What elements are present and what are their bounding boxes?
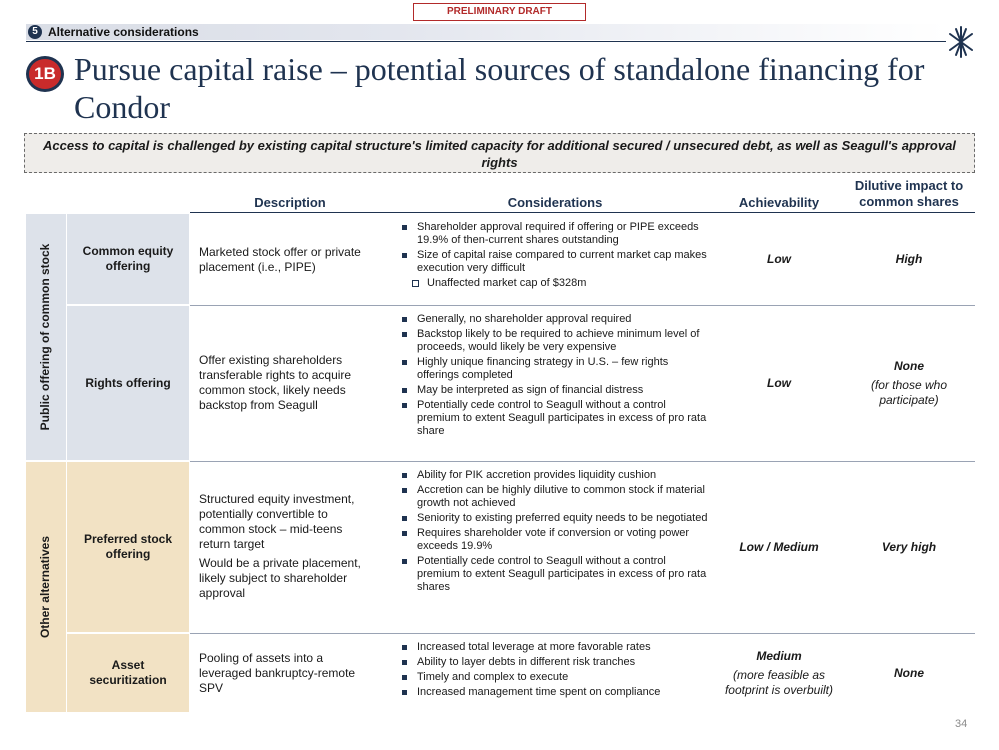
consideration-bullet: Ability to layer debts in different risk tranches (400, 656, 710, 669)
considerations-common-equity (400, 221, 710, 292)
description-text: Pooling of assets into a leveraged bankruptcy-remote SPV (199, 651, 356, 695)
draft-stamp: PRELIMINARY DRAFT (413, 3, 586, 21)
dilutive-value: None (894, 358, 924, 373)
consideration-subbullet: Unaffected market cap of $328m (400, 277, 710, 290)
achievability-value: Low / Medium (739, 539, 819, 554)
achievability-preferred (715, 462, 843, 632)
callout-box: Access to capital is challenged by existing capital structure's limited capacity for additional secured / unsecured debt, as well as Seagull's approval rights (24, 133, 975, 173)
description-text: Marketed stock offer or private placement (i.e., PIPE) (199, 245, 361, 274)
header-considerations: Considerations (507, 195, 603, 210)
consideration-bullet: Size of capital raise compared to current market cap makes execution very difficult (400, 249, 710, 275)
description-rights (199, 353, 377, 413)
consideration-bullet: Seniority to existing preferred equity needs to be negotiated (400, 512, 710, 525)
header-achievability: Achievability (738, 195, 820, 210)
achievability-rights (715, 306, 843, 460)
description-text: Would be a private placement, likely subject to shareholder approval (199, 556, 361, 600)
consideration-bullet: Potentially cede control to Seagull without a control premium to extent Seagull participates in excess of pro rata share (400, 399, 710, 438)
row-name-securitization: Asset securitization (67, 634, 189, 712)
section-rule (26, 41, 946, 42)
description-preferred (199, 492, 377, 601)
dilutive-rights (845, 306, 973, 460)
page-number: 34 (955, 718, 968, 730)
considerations-preferred (400, 469, 710, 596)
achievability-securitization (715, 634, 843, 712)
row-name-preferred: Preferred stock offering (67, 462, 189, 632)
dilutive-common-equity (845, 214, 973, 304)
achievability-common-equity (715, 214, 843, 304)
header-dilutive: Dilutive impact to common shares (854, 178, 964, 209)
consideration-bullet: Timely and complex to execute (400, 671, 710, 684)
consideration-bullet: May be interpreted as sign of financial distress (400, 384, 710, 397)
consideration-bullet: Requires shareholder vote if conversion or voting power exceeds 19.9% (400, 527, 710, 553)
dilutive-note: (for those who participate) (870, 377, 948, 407)
dilutive-value: None (894, 665, 924, 680)
header-rule (190, 212, 975, 213)
section-label: Alternative considerations (48, 25, 199, 39)
achievability-value: Medium (756, 648, 802, 663)
considerations-rights (400, 313, 710, 440)
consideration-bullet: Increased total leverage at more favorable rates (400, 641, 710, 654)
dilutive-value: High (895, 251, 923, 266)
consideration-bullet: Ability for PIK accretion provides liquidity cushion (400, 469, 710, 482)
achievability-value: Low (767, 375, 791, 390)
achievability-value: Low (767, 251, 791, 266)
considerations-securitization (400, 641, 710, 701)
snowflake-logo-icon (946, 24, 976, 60)
consideration-bullet: Backstop likely to be required to achieve minimum level of proceeds, would likely be very expensive (400, 328, 710, 354)
page-title: Pursue capital raise – potential sources of standalone financing for Condor (74, 51, 925, 125)
dilutive-securitization (845, 634, 973, 712)
consideration-bullet: Shareholder approval required if offering or PIPE exceeds 19.9% of then-current shares outstanding (400, 221, 710, 247)
dilutive-preferred (845, 462, 973, 632)
consideration-bullet: Potentially cede control to Seagull without a control premium to extent Seagull participates in excess of pro rata shares (400, 555, 710, 594)
consideration-bullet: Highly unique financing strategy in U.S. – few rights offerings completed (400, 356, 710, 382)
description-common-equity (199, 245, 377, 275)
consideration-bullet: Generally, no shareholder approval required (400, 313, 710, 326)
dilutive-value: Very high (881, 539, 937, 554)
description-text: Offer existing shareholders transferable rights to acquire common stock, likely needs backstop from Seagull (199, 353, 352, 412)
description-text: Structured equity investment, potentially convertible to common stock – mid-teens return target (199, 492, 355, 551)
row-name-common-equity: Common equity offering (67, 214, 189, 304)
section-number: 5 (28, 25, 42, 39)
achievability-note: (more feasible as footprint is overbuilt) (724, 667, 834, 697)
description-securitization (199, 651, 377, 696)
row-name-rights: Rights offering (67, 306, 189, 460)
slide-badge: 1B (26, 56, 64, 92)
consideration-bullet: Accretion can be highly dilutive to common stock if material growth not achieved (400, 484, 710, 510)
consideration-bullet: Increased management time spent on compliance (400, 686, 710, 699)
group-label-public: Public offering of common stock (38, 243, 52, 431)
header-description: Description (254, 195, 326, 210)
group-label-other: Other alternatives (38, 535, 52, 639)
